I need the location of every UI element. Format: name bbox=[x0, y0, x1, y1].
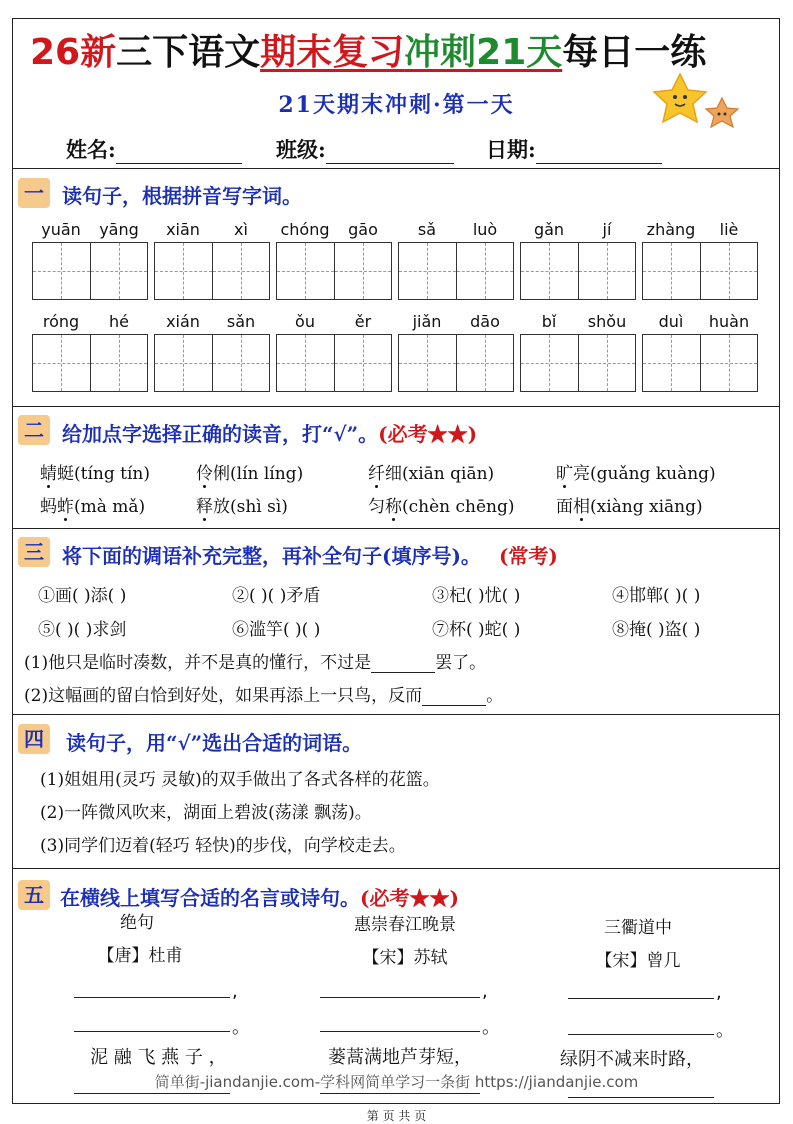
choice-sentence-3[interactable]: (3)同学们迈着(轻巧 轻快)的步伐，向学校走去。 bbox=[40, 836, 406, 856]
dotted-char: 旷 bbox=[556, 464, 573, 484]
character-box-pair[interactable] bbox=[520, 242, 636, 300]
section4-badge: 四 bbox=[18, 724, 50, 754]
character-cell[interactable] bbox=[457, 243, 514, 299]
title-part-5: 每日一练 bbox=[562, 32, 707, 73]
pinyin-label: ǒu bbox=[295, 312, 315, 331]
dotted-char: 蚱 bbox=[57, 497, 74, 517]
pinyin-label: luò bbox=[472, 220, 498, 239]
name-field[interactable] bbox=[66, 134, 242, 164]
pinyin-label: bǐ bbox=[541, 312, 557, 331]
date-label: 日期: bbox=[486, 137, 536, 162]
title-part-3: 期末复习 bbox=[260, 32, 405, 73]
pinyin-label: ěr bbox=[354, 312, 372, 331]
poem-3-comma: , bbox=[716, 982, 722, 1003]
reading-options: 放(shì sì) bbox=[213, 497, 288, 517]
reading-options: 细(xiān qiān) bbox=[385, 464, 495, 484]
class-label: 班级: bbox=[276, 137, 326, 162]
divider-s3 bbox=[12, 714, 780, 715]
dotted-char: 伶 bbox=[196, 464, 213, 484]
character-box-pair[interactable] bbox=[398, 242, 514, 300]
poem-3-blank-1[interactable] bbox=[568, 998, 714, 999]
reading-options: (chèn chēng) bbox=[402, 497, 515, 517]
character-box-pair[interactable] bbox=[642, 242, 758, 300]
character-cell[interactable] bbox=[213, 335, 270, 391]
dotted-char: 相 bbox=[573, 497, 590, 517]
character-cell[interactable] bbox=[335, 335, 392, 391]
section5-note: (必考★★) bbox=[360, 886, 459, 910]
character-cell[interactable] bbox=[91, 243, 148, 299]
pinyin-label: xián bbox=[166, 312, 200, 331]
character-box-pair[interactable] bbox=[520, 334, 636, 392]
character-box-pair[interactable] bbox=[154, 242, 270, 300]
section1-badge: 一 bbox=[18, 178, 50, 208]
sentence-2-blank[interactable] bbox=[422, 689, 486, 706]
dotted-char: 释 bbox=[196, 497, 213, 517]
reading-options: 俐(lín líng) bbox=[213, 464, 304, 484]
section5-title bbox=[60, 882, 459, 911]
poem-2-blank-1[interactable] bbox=[320, 997, 480, 998]
sentence-1-blank[interactable] bbox=[371, 656, 435, 673]
character-cell[interactable] bbox=[579, 335, 636, 391]
star-decoration-icon bbox=[648, 70, 748, 136]
poem-1-title: 绝句 bbox=[120, 913, 154, 933]
sentence-2-start: (2)这幅画的留白恰到好处，如果再添上一只鸟，反而 bbox=[24, 686, 423, 706]
section2-note: (必考★★) bbox=[378, 422, 478, 446]
choice-sentence-1[interactable]: (1)姐姐用(灵巧 灵敏)的双手做出了各式各样的花篮。 bbox=[40, 770, 440, 790]
pinyin-label: huàn bbox=[708, 312, 750, 331]
poem-3-blank-3[interactable] bbox=[568, 1097, 714, 1098]
title-part-2: 三下语文 bbox=[116, 32, 261, 73]
pinyin-label: jiǎn bbox=[412, 312, 442, 331]
choice-sentence-2[interactable]: (2)一阵微风吹来，湖面上碧波(荡漾 飘荡)。 bbox=[40, 803, 372, 823]
class-line bbox=[326, 143, 454, 164]
poem-1-blank-1[interactable] bbox=[74, 997, 230, 998]
character-cell[interactable] bbox=[335, 243, 392, 299]
character-box-pair[interactable] bbox=[398, 334, 514, 392]
pinyin-label: sǎn bbox=[226, 312, 256, 331]
reading-options: (mà mǎ) bbox=[74, 497, 146, 517]
section2-title bbox=[62, 418, 477, 447]
reading-options: (xiàng xiāng) bbox=[590, 497, 703, 517]
plain-char: 匀 bbox=[368, 497, 385, 517]
poem-1-blank-3[interactable] bbox=[74, 1093, 230, 1094]
poem-3-line: 绿阴不减来时路， bbox=[560, 1049, 704, 1070]
idiom-item-8[interactable]: ⑧掩( )盗( ) bbox=[612, 620, 701, 640]
section3-title bbox=[62, 540, 558, 569]
divider-header bbox=[12, 168, 780, 169]
character-cell[interactable] bbox=[33, 243, 91, 299]
divider-s1 bbox=[12, 406, 780, 407]
poem-3-author: 【宋】曾几 bbox=[595, 951, 681, 971]
reading-item-2[interactable] bbox=[196, 459, 303, 484]
character-cell[interactable] bbox=[457, 335, 514, 391]
reading-item-8[interactable] bbox=[556, 492, 703, 517]
pinyin-label: duì bbox=[658, 312, 684, 331]
divider-s2 bbox=[12, 528, 780, 529]
character-cell[interactable] bbox=[399, 243, 457, 299]
section1-title: 读句子，根据拼音写字词。 bbox=[62, 184, 302, 208]
poem-2-line: 蒌蒿满地芦芽短， bbox=[328, 1047, 472, 1068]
section2-badge: 二 bbox=[18, 415, 50, 445]
sentence-2 bbox=[24, 681, 503, 706]
section2-title-text: 给加点字选择正确的读音，打“√”。 bbox=[62, 422, 379, 446]
sentence-1-start: (1)他只是临时凑数，并不是真的懂行，不过是 bbox=[24, 653, 372, 673]
poem-1-blank-2[interactable] bbox=[74, 1031, 230, 1032]
character-box-pair[interactable] bbox=[154, 334, 270, 392]
title-part-1: 26新 bbox=[30, 32, 117, 73]
page-subtitle: 21天期末冲刺·第一天 bbox=[278, 92, 515, 118]
poem-2-period: 。 bbox=[482, 1017, 500, 1038]
pinyin-label: xiān bbox=[166, 220, 200, 239]
pinyin-label: zhàng bbox=[646, 220, 696, 239]
idiom-item-4[interactable]: ④邯郸( )( ) bbox=[612, 586, 701, 606]
character-cell[interactable] bbox=[213, 243, 270, 299]
plain-char: 蚂 bbox=[40, 497, 57, 517]
pinyin-label: gǎn bbox=[533, 220, 565, 239]
reading-item-4[interactable] bbox=[556, 459, 716, 484]
section5-title-text: 在横线上填写合适的名言或诗句。 bbox=[60, 886, 360, 910]
class-field[interactable] bbox=[276, 134, 454, 164]
poem-1-author: 【唐】杜甫 bbox=[97, 946, 183, 966]
character-cell[interactable] bbox=[521, 243, 579, 299]
reading-item-6[interactable] bbox=[196, 492, 288, 517]
character-cell[interactable] bbox=[91, 335, 148, 391]
idiom-item-6[interactable]: ⑥滥竽( )( ) bbox=[232, 620, 321, 640]
plain-char: 面 bbox=[556, 497, 573, 517]
character-box-pair[interactable] bbox=[276, 334, 392, 392]
reading-item-3[interactable] bbox=[368, 459, 494, 484]
character-box-pair[interactable] bbox=[32, 334, 148, 392]
reading-item-1[interactable] bbox=[40, 459, 150, 484]
idiom-item-7[interactable]: ⑦杯( )蛇( ) bbox=[432, 620, 521, 640]
character-cell[interactable] bbox=[643, 243, 701, 299]
idiom-item-1[interactable]: ①画( )添( ) bbox=[38, 586, 127, 606]
idiom-item-2[interactable]: ②( )( )矛盾 bbox=[232, 586, 321, 606]
poem-1-period: 。 bbox=[232, 1017, 250, 1038]
pinyin-label: xì bbox=[234, 220, 248, 239]
idiom-item-5[interactable]: ⑤( )( )求剑 bbox=[38, 620, 127, 640]
character-cell[interactable] bbox=[399, 335, 457, 391]
dotted-char: 称 bbox=[385, 497, 402, 517]
character-cell[interactable] bbox=[277, 243, 335, 299]
character-box-pair[interactable] bbox=[276, 242, 392, 300]
pinyin-label: gāo bbox=[348, 220, 378, 239]
poem-2-blank-2[interactable] bbox=[320, 1031, 480, 1032]
poem-2-author: 【宋】苏轼 bbox=[362, 948, 448, 968]
character-cell[interactable] bbox=[277, 335, 335, 391]
name-line bbox=[116, 143, 242, 164]
pinyin-label: yuān bbox=[41, 220, 81, 239]
character-cell[interactable] bbox=[521, 335, 579, 391]
poem-1-comma: , bbox=[232, 981, 238, 1002]
character-cell[interactable] bbox=[643, 335, 701, 391]
character-cell[interactable] bbox=[155, 335, 213, 391]
character-box-pair[interactable] bbox=[32, 242, 148, 300]
character-cell[interactable] bbox=[701, 335, 758, 391]
section3-note: (常考) bbox=[498, 544, 558, 568]
character-cell[interactable] bbox=[701, 243, 758, 299]
section5-badge: 五 bbox=[18, 880, 50, 910]
page-number: 第 页 共 页 bbox=[366, 1109, 427, 1123]
name-label: 姓名: bbox=[66, 137, 116, 162]
poem-2-title: 惠崇春江晚景 bbox=[354, 915, 456, 935]
page-title bbox=[30, 24, 706, 75]
character-box-pair[interactable] bbox=[642, 334, 758, 392]
sentence-1-end: 罢了。 bbox=[435, 653, 487, 673]
pinyin-label: yāng bbox=[99, 220, 139, 239]
section3-title-text: 将下面的调语补充完整，再补全句子(填序号)。 bbox=[62, 544, 481, 568]
date-field[interactable] bbox=[486, 134, 662, 164]
pinyin-label: jí bbox=[602, 220, 612, 239]
pinyin-label: dāo bbox=[470, 312, 500, 331]
poem-3-blank-2[interactable] bbox=[568, 1034, 714, 1035]
sentence-2-end: 。 bbox=[486, 686, 504, 706]
reading-options: 亮(guǎng kuàng) bbox=[573, 464, 716, 484]
reading-item-7[interactable] bbox=[368, 492, 515, 517]
dotted-char: 蜻 bbox=[40, 464, 57, 484]
date-line bbox=[536, 143, 662, 164]
title-part-4: 冲刺21天 bbox=[404, 32, 563, 73]
section4-title: 读句子，用“√”选出合适的词语。 bbox=[66, 731, 363, 755]
pinyin-label: hé bbox=[109, 312, 129, 331]
character-cell[interactable] bbox=[579, 243, 636, 299]
pinyin-label: liè bbox=[719, 220, 739, 239]
pinyin-label: sǎ bbox=[417, 220, 437, 239]
watermark-text: 简单街-jiandanjie.com-学科网简单学习一条街 https://jiandanjie.com bbox=[154, 1073, 639, 1091]
pinyin-label: róng bbox=[42, 312, 80, 331]
poem-2-comma: , bbox=[482, 981, 488, 1002]
poem-2-blank-3[interactable] bbox=[320, 1093, 480, 1094]
poem-1-line: 泥 融 飞 燕 子 ， bbox=[90, 1047, 227, 1068]
character-cell[interactable] bbox=[33, 335, 91, 391]
idiom-item-3[interactable]: ③杞( )忧( ) bbox=[432, 586, 521, 606]
poem-3-title: 三衢道中 bbox=[604, 918, 672, 938]
divider-s4 bbox=[12, 868, 780, 869]
character-cell[interactable] bbox=[155, 243, 213, 299]
reading-options: 蜓(tíng tín) bbox=[57, 464, 150, 484]
pinyin-label: shǒu bbox=[587, 312, 627, 331]
section3-badge: 三 bbox=[18, 537, 50, 567]
poem-3-period: 。 bbox=[716, 1020, 734, 1041]
sentence-1 bbox=[24, 648, 486, 673]
dotted-char: 纤 bbox=[368, 464, 385, 484]
pinyin-label: chóng bbox=[280, 220, 330, 239]
reading-item-5[interactable] bbox=[40, 492, 145, 517]
